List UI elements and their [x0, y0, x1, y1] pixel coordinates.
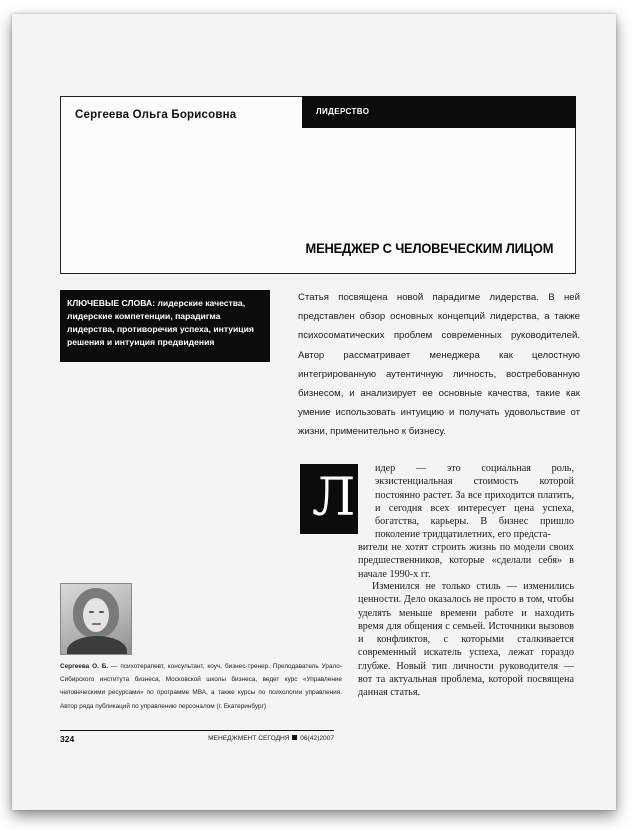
body-paragraph-1-beside-dropcap: идер — это социальная роль, экзистенциальная стоимость которой постоянно растет. За все приходится платить, и сегодня всех интересует цена успеха, богатства, карьеры. В бизнес пришло поколение тридцатилетних, его предста- [375, 463, 574, 541]
page-number: 324 [60, 734, 75, 744]
bio-text: — психотерапевт, консультант, коуч, бизнес-тренер. Преподаватель Урало-Сибирского института бизнеса, Московской школы бизнеса, ведет курс «Управление человеческими ресурсами» по программе МВА, а также курсы по психологии управления. Автор ряда публикаций по управлению персоналом (г. Екатеринбург) [60, 663, 342, 710]
journal-name: МЕНЕДЖМЕНТ СЕГОДНЯ [208, 735, 290, 742]
journal-issue: 06(42)2007 [300, 735, 334, 742]
photo-eye-left [89, 611, 94, 613]
author-photo [60, 583, 132, 655]
photo-shoulders [67, 636, 127, 655]
body-paragraph-2: Изменился не только стиль — изменились ценности. Дело оказалось не просто в том, чтобы уделять меньше времени работе и находить время для общения с семьей. Источники вызовов и конфликтов, с которыми сталкивается современный искатель успеха, лежат гораздо глубже. Новый тип личности руководителя — вот та актуальная проблема, которой посвящена данная статья. [358, 581, 574, 699]
article-header [60, 96, 576, 274]
photo-mouth [92, 623, 101, 625]
photo-face [83, 598, 109, 632]
body-paragraph-1-continued: вители не хотят строить жизнь по модели своих предшественников, которые «сделали себя» в начале 1990-х гг. [358, 542, 574, 580]
author-name: Сергеева Ольга Борисовна [75, 109, 237, 121]
footer-rule [60, 730, 334, 731]
rubric-label: ЛИДЕРСТВО [316, 107, 370, 116]
drop-cap [300, 464, 358, 534]
journal-page [12, 14, 616, 810]
keywords-box: КЛЮЧЕВЫЕ СЛОВА: лидерские качества, лидерские компетенции, парадигма лидерства, противоречия успеха, интуиция решения и интуиция предвидения [60, 290, 270, 362]
square-bullet-icon [292, 735, 297, 740]
rubric-bar [302, 96, 576, 128]
drop-cap-letter: Л [312, 468, 356, 528]
article-title: МЕНЕДЖЕР С ЧЕЛОВЕЧЕСКИМ ЛИЦОМ [305, 240, 553, 256]
bio-author-name: Сергеева О. Б. [60, 663, 109, 670]
author-bio [60, 660, 342, 713]
photo-eye-right [99, 611, 104, 613]
article-abstract: Статья посвящена новой парадигме лидерства. В ней представлен обзор основных концепций лидерства, а также психосоматических проблем современных руководителей. Автор рассматривает менеджера как целостную интегрированную аутентичную личность, востребованную бизнесом, и анализирует ее основные качества, такие как умение использовать интуицию и получать удовольствие от жизни, применительно к бизнесу. [298, 292, 580, 438]
footer-journal [162, 735, 334, 742]
